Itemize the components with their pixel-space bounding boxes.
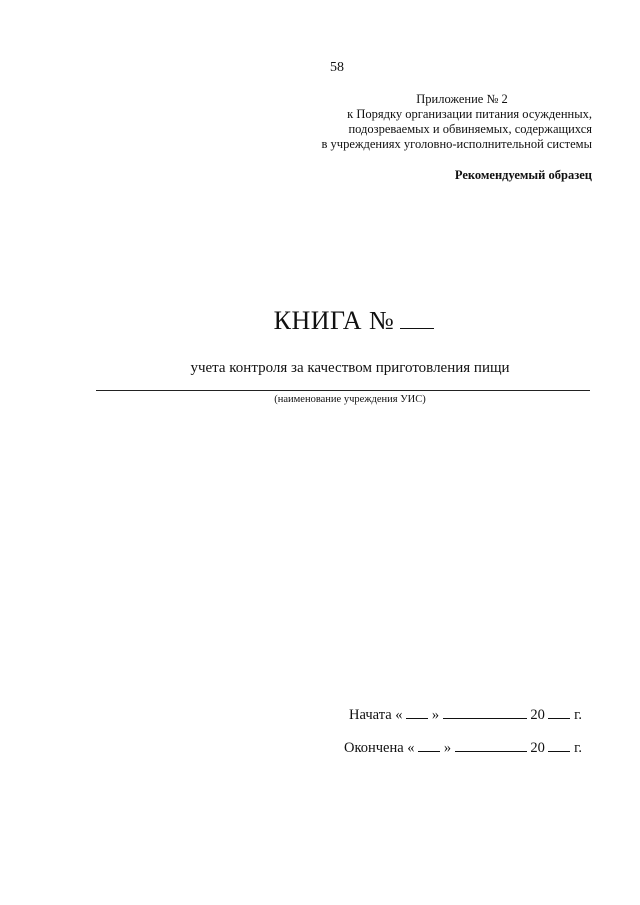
started-label: Начата « bbox=[349, 707, 403, 723]
appendix-line: к Порядку организации питания осужденных, bbox=[347, 107, 592, 121]
appendix-line: в учреждениях уголовно-исполнительной системы bbox=[321, 137, 592, 151]
book-title-text: КНИГА № bbox=[273, 306, 395, 335]
started-year-prefix: 20 bbox=[530, 707, 545, 723]
started-date-row bbox=[349, 705, 582, 724]
started-day-blank bbox=[406, 705, 428, 719]
sample-label: Рекомендуемый образец bbox=[454, 168, 592, 182]
ended-year-blank bbox=[548, 738, 570, 752]
started-year-suffix: г. bbox=[574, 707, 582, 723]
ended-close-quote: » bbox=[443, 740, 452, 756]
ended-day-blank bbox=[418, 738, 440, 752]
book-number-blank bbox=[400, 308, 434, 329]
ended-label: Окончена « bbox=[343, 740, 415, 756]
book-title bbox=[0, 306, 640, 336]
appendix-line: подозреваемых и обвиняемых, содержащихся bbox=[348, 122, 592, 136]
book-subtitle: учета контроля за качеством приготовления пищи bbox=[190, 360, 510, 376]
ended-year-suffix: г. bbox=[574, 740, 582, 756]
started-month-blank bbox=[443, 705, 527, 719]
ended-date-row bbox=[344, 738, 582, 757]
started-close-quote: » bbox=[431, 707, 440, 723]
started-year-blank bbox=[548, 705, 570, 719]
appendix-header bbox=[292, 92, 592, 152]
appendix-title: Приложение № 2 bbox=[416, 92, 508, 106]
institution-caption: (наименование учреждения УИС) bbox=[274, 394, 426, 405]
page-number: 58 bbox=[330, 60, 344, 75]
ended-year-prefix: 20 bbox=[530, 740, 545, 756]
institution-name-line bbox=[96, 390, 590, 391]
ended-month-blank bbox=[455, 738, 527, 752]
